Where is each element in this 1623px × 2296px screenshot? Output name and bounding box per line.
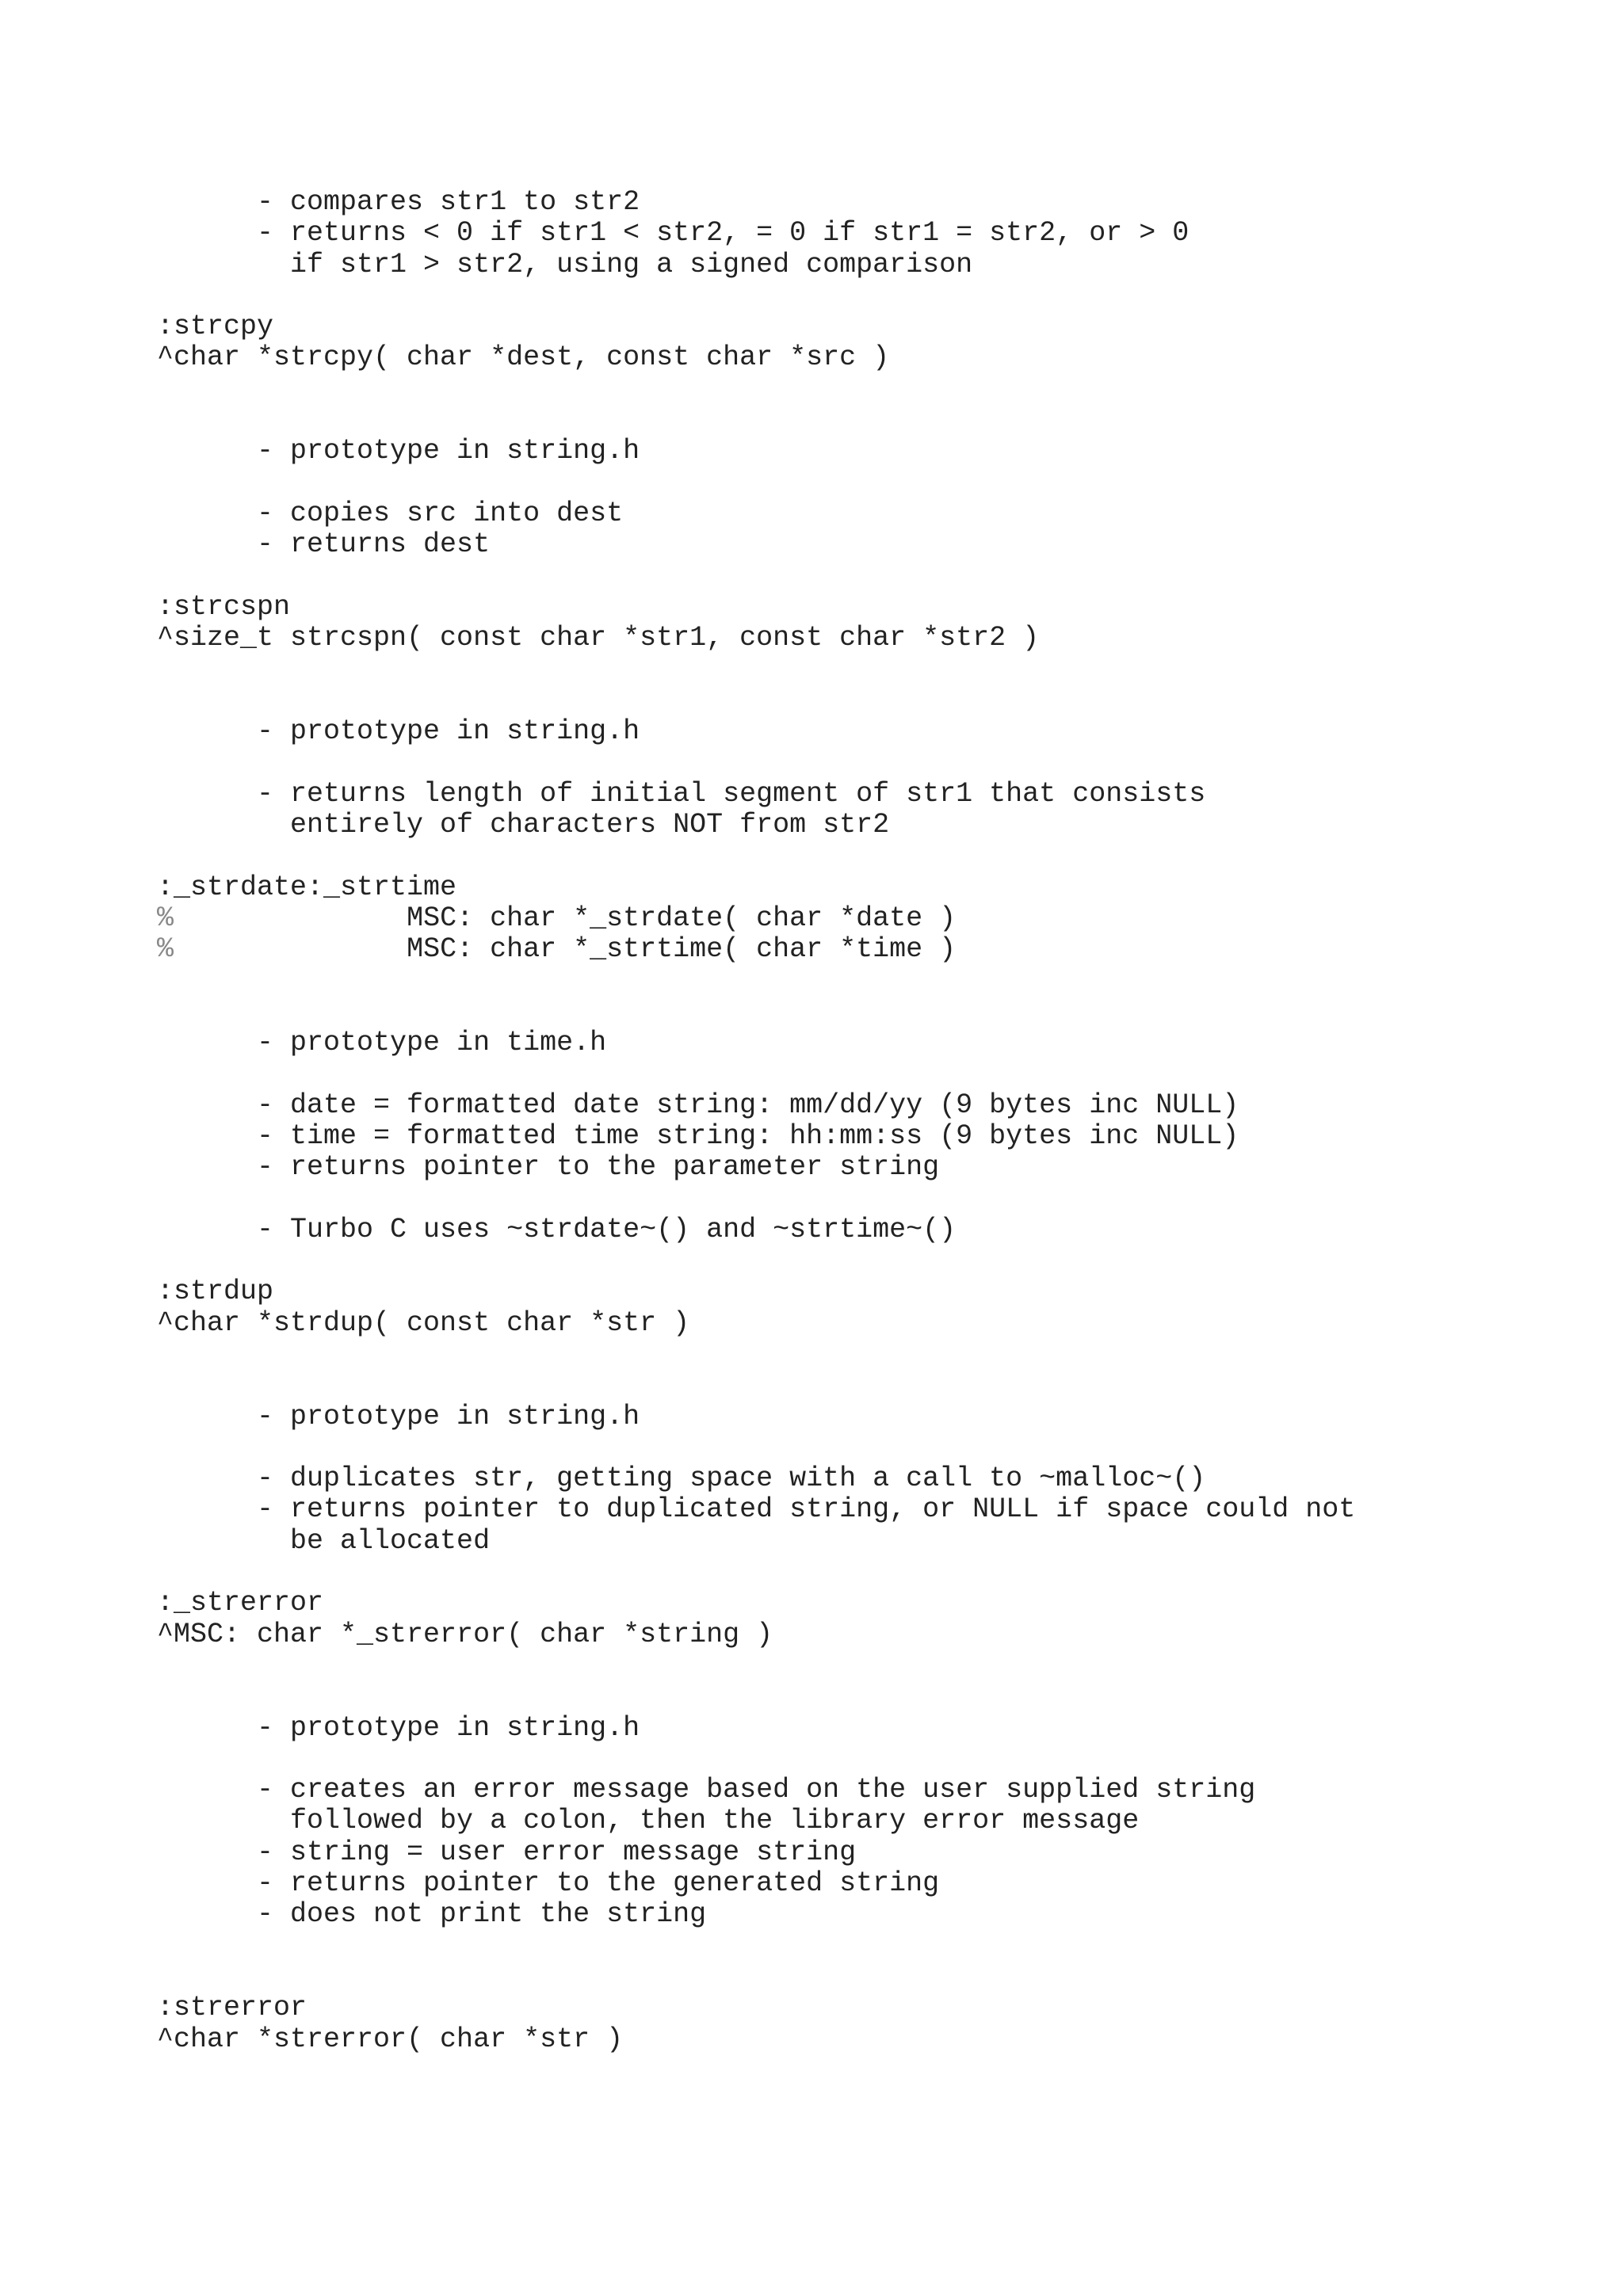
text-line: be allocated bbox=[157, 1524, 491, 1557]
document-body bbox=[157, 187, 1355, 2055]
blank-line bbox=[157, 1744, 1355, 1775]
signature-text: MSC: char *_strtime( char *time ) bbox=[174, 933, 957, 966]
blank-line bbox=[157, 1184, 1355, 1215]
topic-header: :strdup bbox=[157, 1276, 274, 1308]
blank-line bbox=[157, 1681, 1355, 1712]
blank-line bbox=[157, 685, 1355, 716]
text-line: - prototype in string.h bbox=[157, 435, 640, 467]
percent-marker: % bbox=[157, 902, 174, 934]
text-line: - prototype in time.h bbox=[157, 1027, 607, 1059]
text-line: - does not print the string bbox=[157, 1898, 707, 1931]
text-line: - string = user error message string bbox=[157, 1836, 857, 1868]
topic-header: :strerror bbox=[157, 1992, 307, 2024]
blank-line bbox=[157, 561, 1355, 592]
blank-line bbox=[157, 1557, 1355, 1588]
signature-text: MSC: char *_strdate( char *date ) bbox=[174, 902, 957, 934]
function-signature: ^char *strcpy( char *dest, const char *src ) bbox=[157, 341, 890, 374]
blank-line bbox=[157, 280, 1355, 311]
text-line: if str1 > str2, using a signed comparison bbox=[157, 248, 973, 280]
blank-line bbox=[157, 841, 1355, 871]
blank-line bbox=[157, 1962, 1355, 1993]
function-signature bbox=[157, 903, 1355, 934]
text-line: followed by a colon, then the library error message bbox=[157, 1805, 1140, 1837]
blank-line bbox=[157, 997, 1355, 1028]
blank-line bbox=[157, 1370, 1355, 1401]
text-line: - duplicates str, getting space with a call to ~malloc~() bbox=[157, 1463, 1206, 1495]
blank-line bbox=[157, 467, 1355, 498]
blank-line bbox=[157, 654, 1355, 685]
text-line: - compares str1 to str2 bbox=[157, 186, 640, 218]
blank-line bbox=[157, 1650, 1355, 1681]
function-signature: ^MSC: char *_strerror( char *string ) bbox=[157, 1618, 773, 1650]
blank-line bbox=[157, 1432, 1355, 1463]
text-line: - returns pointer to the parameter string bbox=[157, 1151, 940, 1184]
blank-line bbox=[157, 1339, 1355, 1370]
text-line: - date = formatted date string: mm/dd/yy (9 bytes inc NULL) bbox=[157, 1089, 1239, 1121]
text-line: - time = formatted time string: hh:mm:ss (9 bytes inc NULL) bbox=[157, 1119, 1239, 1152]
blank-line bbox=[157, 374, 1355, 405]
text-line: - returns length of initial segment of str1 that consists bbox=[157, 777, 1206, 810]
blank-line bbox=[157, 1058, 1355, 1089]
text-line: - returns dest bbox=[157, 528, 491, 561]
blank-line bbox=[157, 965, 1355, 996]
text-line: - returns pointer to duplicated string, or NULL if space could not bbox=[157, 1493, 1356, 1526]
text-line: - creates an error message based on the user supplied string bbox=[157, 1774, 1256, 1806]
function-signature bbox=[157, 934, 1355, 965]
blank-line bbox=[157, 405, 1355, 436]
text-line: - prototype in string.h bbox=[157, 1400, 640, 1432]
text-line: - Turbo C uses ~strdate~() and ~strtime~() bbox=[157, 1213, 957, 1245]
text-line: - returns < 0 if str1 < str2, = 0 if str1 = str2, or > 0 bbox=[157, 217, 1190, 250]
text-line: - prototype in string.h bbox=[157, 715, 640, 748]
topic-header: :_strdate:_strtime bbox=[157, 871, 457, 903]
percent-marker: % bbox=[157, 933, 174, 966]
function-signature: ^char *strerror( char *str ) bbox=[157, 2023, 624, 2055]
text-line: - prototype in string.h bbox=[157, 1711, 640, 1744]
function-signature: ^size_t strcspn( const char *str1, const char *str2 ) bbox=[157, 622, 1040, 654]
topic-header: :_strerror bbox=[157, 1587, 324, 1619]
topic-header: :strcpy bbox=[157, 311, 274, 343]
text-line: - copies src into dest bbox=[157, 497, 624, 529]
topic-header: :strcspn bbox=[157, 590, 291, 623]
function-signature: ^char *strdup( const char *str ) bbox=[157, 1306, 690, 1339]
blank-line bbox=[157, 1245, 1355, 1276]
blank-line bbox=[157, 747, 1355, 778]
text-line: - returns pointer to the generated string bbox=[157, 1867, 940, 1900]
blank-line bbox=[157, 1931, 1355, 1962]
text-line: entirely of characters NOT from str2 bbox=[157, 808, 890, 841]
